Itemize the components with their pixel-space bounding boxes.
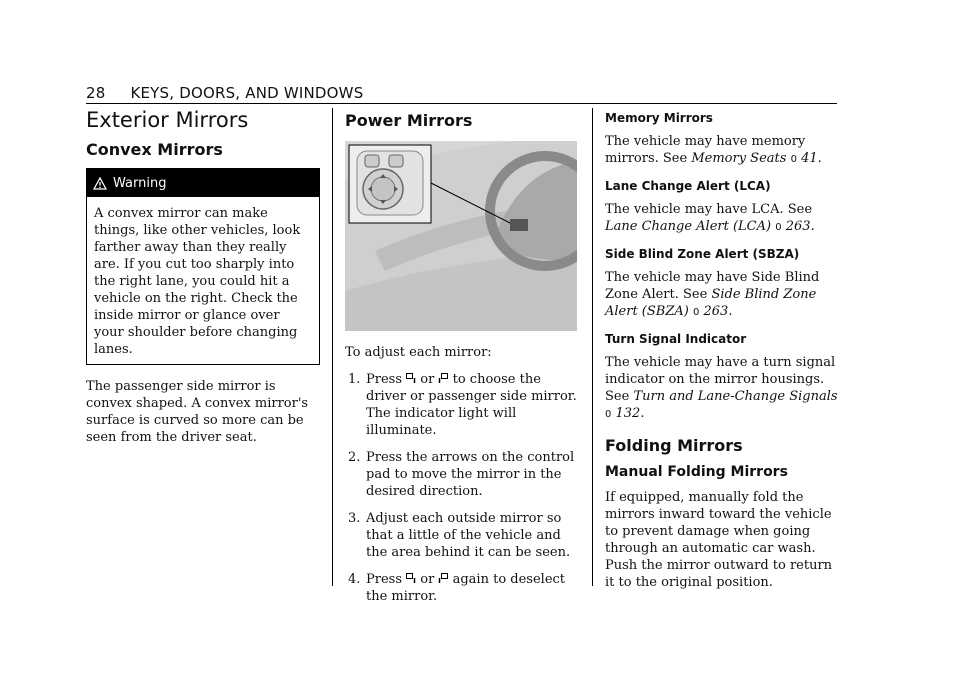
list-item: [345, 510, 579, 561]
page-header: [86, 84, 363, 102]
page-ref-icon: 0: [692, 307, 700, 318]
turn-signals-link[interactable]: Turn and Lane-Change Signals: [633, 389, 838, 404]
step-number: 2.: [348, 450, 361, 465]
right-mirror-button-icon: [438, 573, 448, 584]
turn-signal-heading: Turn Signal Indicator: [605, 332, 747, 346]
step-text: to choose the driver or passenger side mirror. The indicator light will illuminate.: [366, 372, 577, 438]
warning-box: [86, 168, 320, 365]
right-mirror-button-icon: [438, 373, 448, 384]
page-number: 28: [86, 84, 106, 102]
column-1: [86, 110, 320, 456]
manual-folding-text: If equipped, manually fold the mirrors inward toward the vehicle to prevent damage when going through an automatic car wash. Push the mirror outward to return it to the original position.: [605, 490, 833, 590]
power-mirrors-heading: Power Mirrors: [345, 111, 473, 130]
folding-mirrors-heading: Folding Mirrors: [605, 436, 743, 455]
lca-heading: Lane Change Alert (LCA): [605, 179, 771, 193]
page-ref-icon: 0: [775, 222, 782, 233]
adjust-intro: To adjust each mirror:: [345, 345, 492, 360]
turn-signal-text: The vehicle may have a turn signal indicator on the mirror housings. See Turn and Lane-Change Signals 0 132.: [605, 355, 838, 421]
step-text: Adjust each outside mirror so that a little of the vehicle and the area behind it can be seen.: [366, 511, 571, 560]
step-text: or: [420, 572, 435, 587]
column-2: [345, 110, 579, 615]
section-title: KEYS, DOORS, AND WINDOWS: [130, 84, 364, 102]
list-item: [345, 371, 579, 439]
lca-link[interactable]: Lane Change Alert (LCA): [605, 219, 772, 234]
memory-mirrors-text: The vehicle may have memory mirrors. See Memory Seats 0 41.: [605, 134, 822, 166]
column-3: [605, 110, 839, 601]
convex-body-text: The passenger side mirror is convex shaped. A convex mirror's surface is curved so more can be seen from the driver seat.: [86, 379, 309, 445]
sbza-text: The vehicle may have Side Blind Zone Alert. See Side Blind Zone Alert (SBZA) 0 263.: [605, 270, 820, 319]
sbza-link[interactable]: Side Blind Zone Alert (SBZA): [605, 287, 817, 319]
lca-text: The vehicle may have LCA. See Lane Change Alert (LCA) 0 263.: [605, 202, 815, 234]
left-mirror-button-icon: [406, 373, 416, 384]
step-text: or: [420, 372, 435, 387]
warning-header: [87, 169, 319, 197]
manual-folding-heading: Manual Folding Mirrors: [605, 464, 788, 480]
warning-icon: [93, 177, 107, 190]
step-number: 4.: [348, 572, 361, 587]
header-rule: [86, 103, 837, 104]
sbza-heading: Side Blind Zone Alert (SBZA): [605, 247, 800, 261]
step-text: again to deselect the mirror.: [366, 572, 566, 604]
step-number: 1.: [348, 372, 361, 387]
step-text: Press: [366, 572, 402, 587]
step-text: Press: [366, 372, 402, 387]
warning-text: A convex mirror can make things, like other vehicles, look farther away than they really are. If you cut too sharply into the right lane, you could hit a vehicle on the right. Check the inside mirror or glance over your shoulder before changing lanes.: [94, 206, 301, 357]
mirror-control-illustration: [345, 141, 577, 331]
memory-mirrors-heading: Memory Mirrors: [605, 111, 713, 125]
memory-seats-link[interactable]: Memory Seats: [691, 151, 787, 166]
column-divider-1: [332, 108, 333, 586]
warning-label: Warning: [113, 176, 167, 191]
adjust-steps: [345, 371, 579, 605]
column-divider-2: [592, 108, 593, 586]
page-ref-icon: 0: [605, 409, 612, 420]
exterior-mirrors-title: Exterior Mirrors: [86, 108, 249, 132]
list-item: [345, 449, 579, 500]
convex-mirrors-heading: Convex Mirrors: [86, 140, 223, 159]
step-number: 3.: [348, 511, 361, 526]
page-ref-icon: 0: [790, 154, 797, 165]
step-text: Press the arrows on the control pad to move the mirror in the desired direction.: [366, 450, 575, 499]
list-item: [345, 571, 579, 605]
left-mirror-button-icon: [406, 573, 416, 584]
